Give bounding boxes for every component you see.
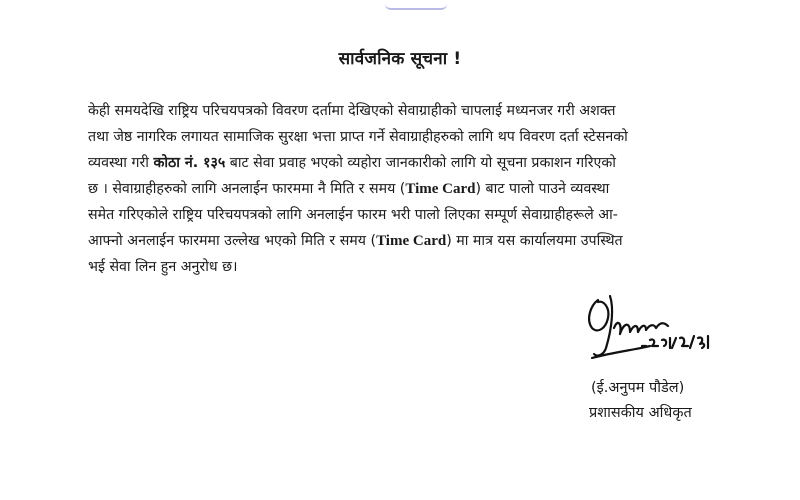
handwritten-signature	[584, 288, 724, 364]
body-text-segment: व्यवस्था गरी	[88, 155, 154, 171]
room-number-text: कोठा नं. १३५	[153, 155, 226, 171]
body-line-2	[88, 124, 728, 150]
body-text-segment: छ । सेवाग्राहीहरुको लागि अनलाईन फारममा नै मिति र समय (	[88, 181, 406, 197]
body-line-3	[88, 150, 728, 176]
notice-body	[88, 98, 728, 280]
binder-mark	[385, 0, 447, 10]
body-text-segment: ) बाट पालो पाउने व्यवस्था	[475, 181, 610, 197]
body-line-7	[88, 254, 728, 280]
body-line-1	[88, 98, 728, 124]
body-text-segment: तथा जेष्ठ नागरिक लगायत सामाजिक सुरक्षा भत्ता प्राप्त गर्ने सेवाग्राहीहरुको लागि थप विवरण दर्ता स्टेसनको	[88, 129, 628, 145]
officer-name: (ई.अनुपम पौडेल)	[591, 380, 685, 396]
officer-designation: प्रशासकीय अधिकृत	[589, 405, 692, 421]
body-line-6	[88, 228, 728, 254]
body-text-segment: समेत गरिएकोले राष्ट्रिय परिचयपत्रको लागि अनलाईन फारम भरी पालो लिएका सम्पूर्ण सेवाग्राहीहरूले आ-	[88, 207, 618, 223]
body-text-segment: केही समयदेखि राष्ट्रिय परिचयपत्रको विवरण दर्तामा देखिएको सेवाग्राहीको चापलाई मध्यनजर गरी अशक्त	[88, 103, 616, 119]
body-line-4	[88, 176, 728, 202]
notice-title: सार्वजनिक सूचना !	[338, 49, 462, 69]
body-text-segment: ) मा मात्र यस कार्यालयमा उपस्थित	[446, 233, 623, 249]
body-line-5	[88, 202, 728, 228]
body-text-segment: बाट सेवा प्रवाह भएको व्यहोरा जानकारीको लागि यो सूचना प्रकाशन गरिएको	[225, 155, 616, 171]
body-text-segment: भई सेवा लिन हुन अनुरोध छ।	[88, 259, 238, 275]
body-text-segment: आफ्नो अनलाईन फारममा उल्लेख भएको मिति र समय (	[88, 233, 377, 249]
time-card-text: Time Card	[376, 233, 447, 249]
time-card-text: Time Card	[405, 181, 476, 197]
